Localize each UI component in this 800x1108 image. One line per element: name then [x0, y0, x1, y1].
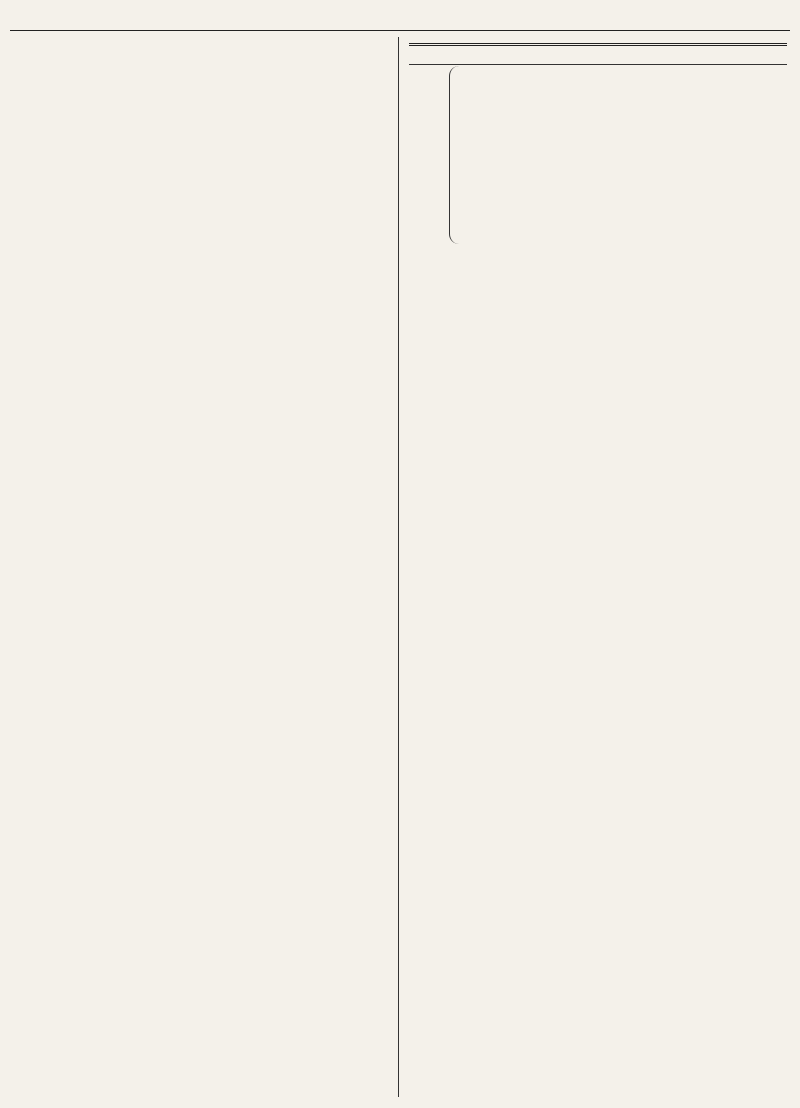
brace [449, 66, 460, 244]
left-column [10, 37, 394, 1097]
right-column [403, 37, 787, 1097]
editor-signature [409, 64, 787, 68]
section-rule [409, 43, 787, 46]
columns [10, 37, 790, 1097]
newspaper-page [0, 8, 800, 1108]
page-header [10, 8, 790, 31]
column-divider [398, 37, 399, 1097]
